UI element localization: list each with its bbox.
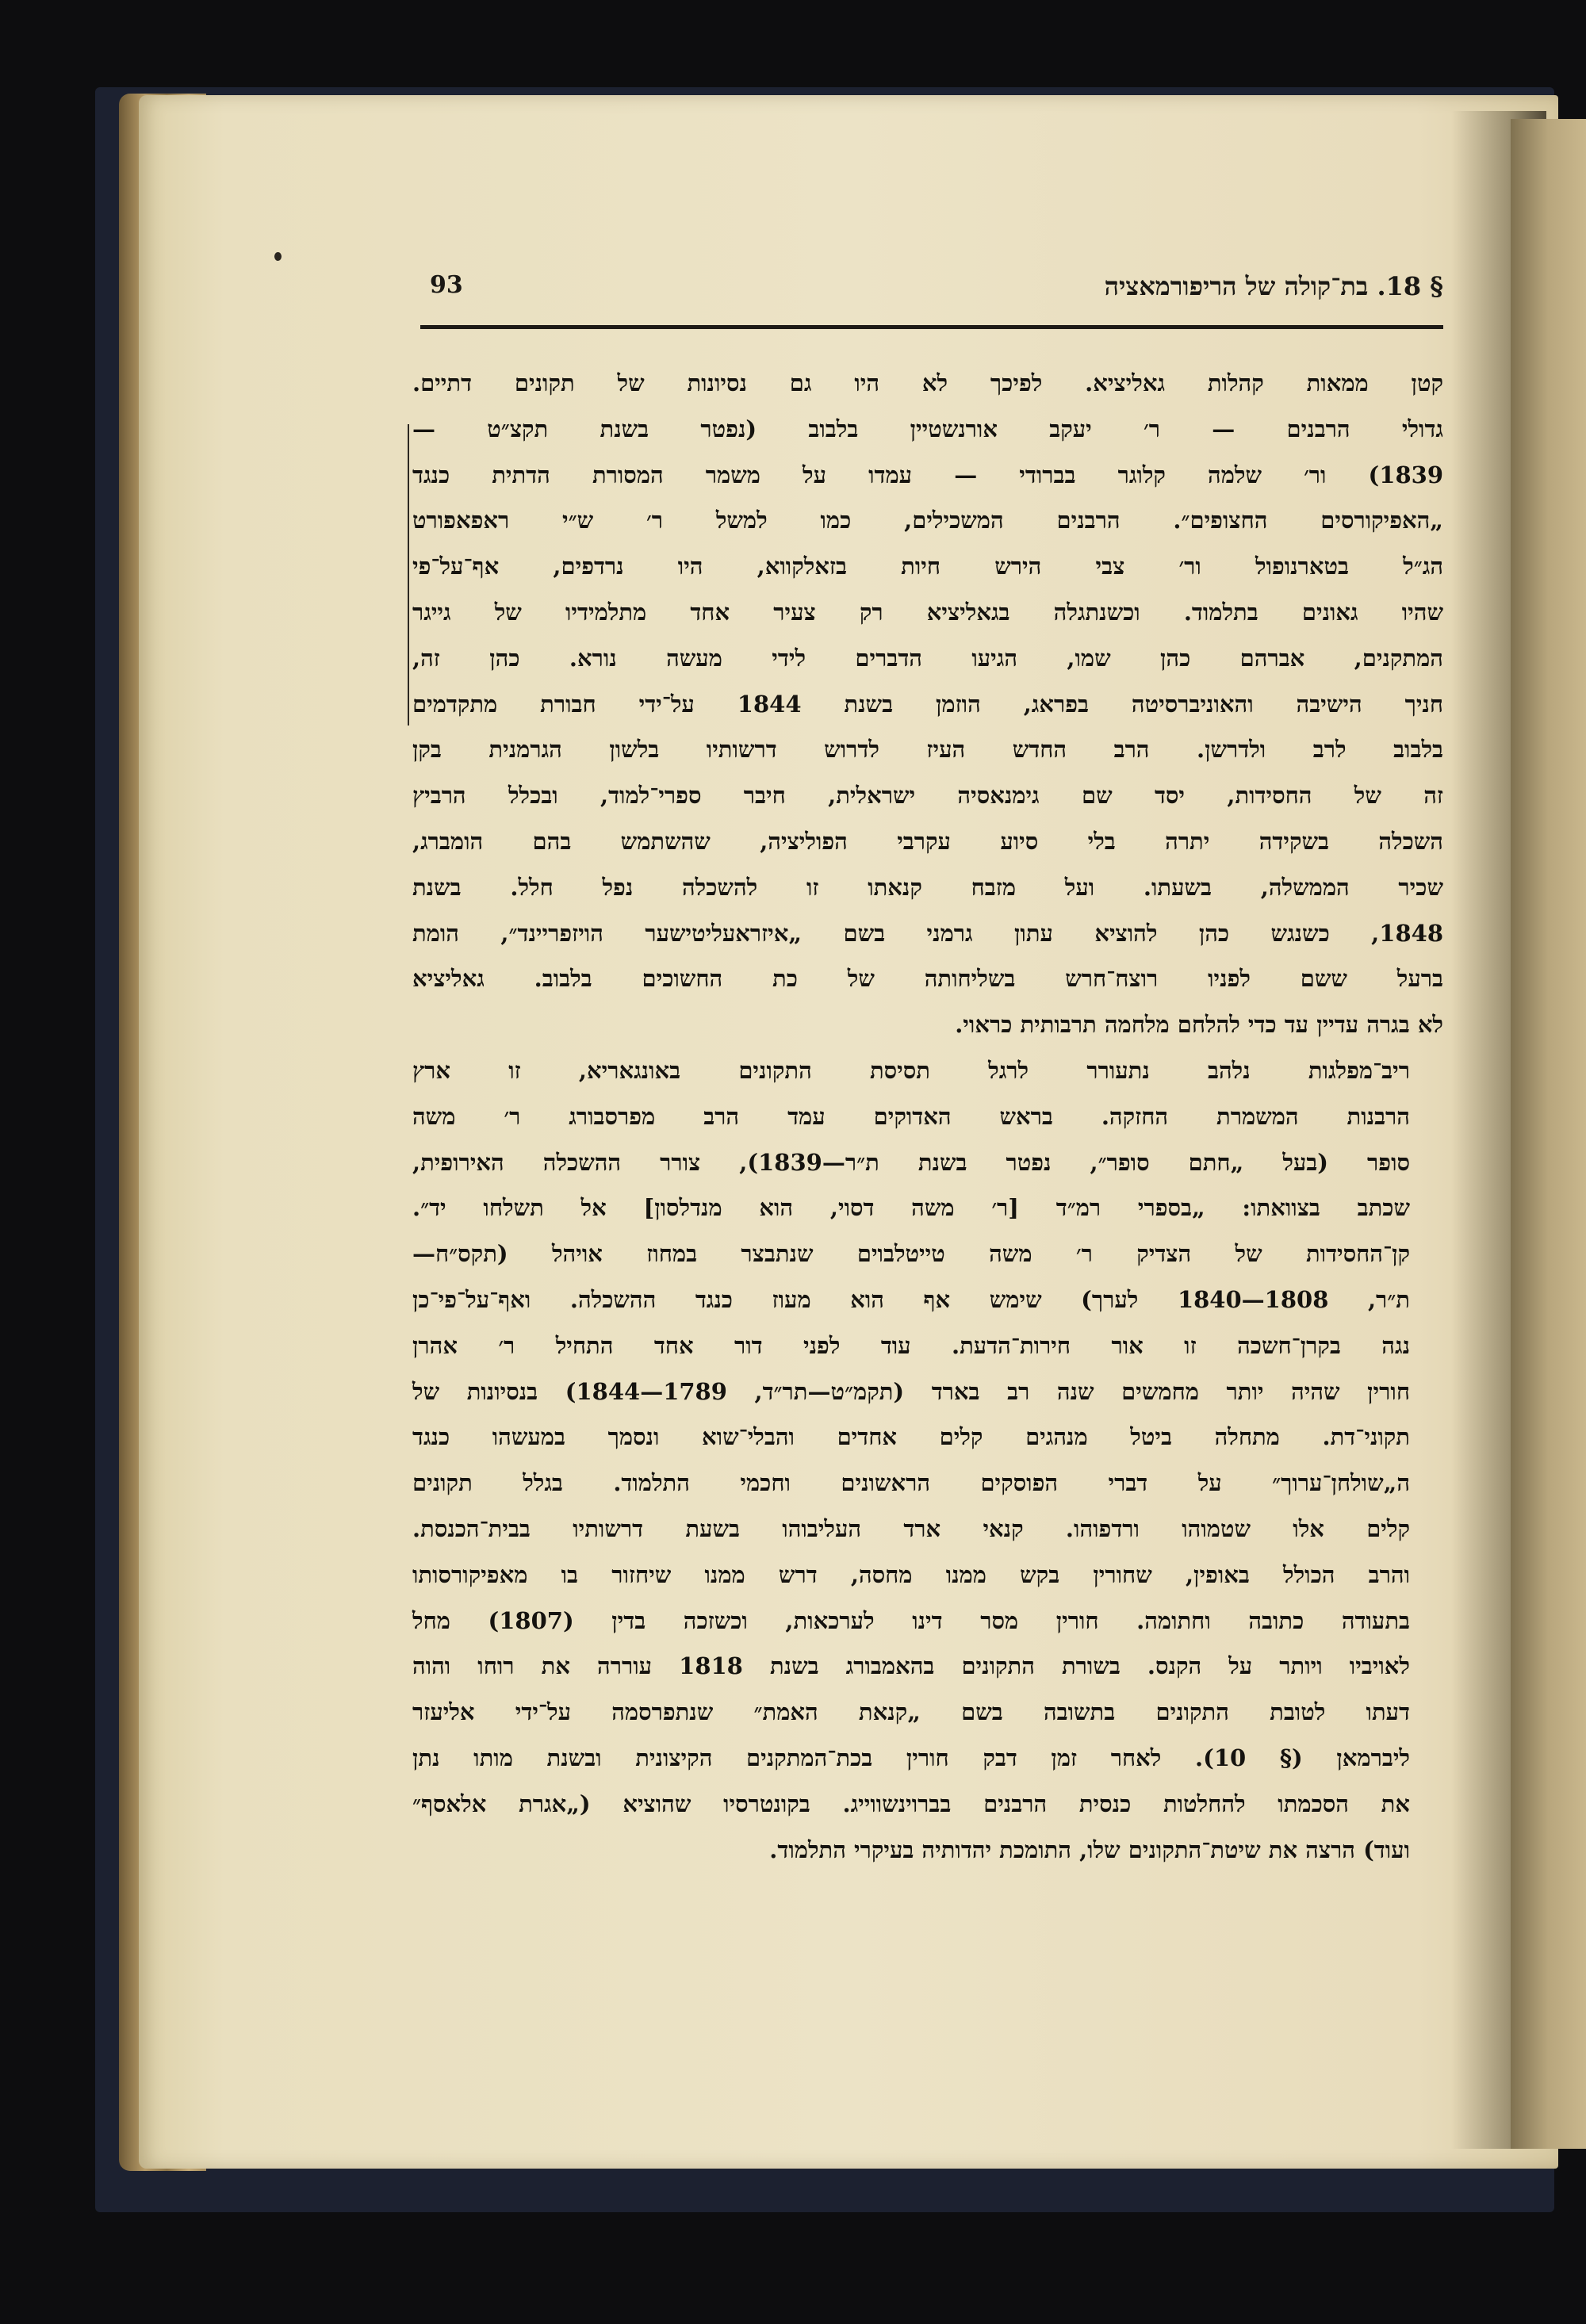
text-line: את הסכמתו להחלטות כנסית הרבנים בברוינשווייג. בקונטרסיו שהוציא („אגרת אלאסף״: [412, 1790, 1410, 1817]
text-line: המתקנים, אברהם כהן שמו, הגיעו הדברים לידי מעשה נורא. כהן זה,: [412, 644, 1443, 672]
text-line: הג״ל בטארנופול ור׳ צבי הירש חיות בזאלקווא, היו נרדפים, אף־על־פי: [412, 553, 1443, 580]
text-line: 1839) ור׳ שלמה קלוגר בברודי — עמדו על משמר המסורת הדתית כנגד: [412, 461, 1443, 488]
text-line: דעתו לטובת התקונים בתשובה בשם „קנאת האמת״ שנתפרסמה על־ידי אליעזר: [412, 1698, 1410, 1726]
header-rule: [420, 325, 1443, 329]
text-line: „האפיקורסים החצופים״. הרבנים המשכילים, כמו למשל ר׳ ש״י ראפאפורט: [412, 507, 1443, 534]
body-text: [412, 361, 1443, 1873]
text-line: קלים אלו שטמוהו ורדפוהו. קנאי ארד העליבוהו בשעת דרשותיו בבית־הכנסת.: [412, 1514, 1410, 1542]
text-line: השכלה בשקידה יתרה בלי סיוע עקרבי הפוליציה, שהשתמש בהם הומברג,: [412, 827, 1443, 855]
text-line: בתעודה כתובה וחתומה. חורין מסר דינו לערכאות, וכשזכה בדין (1807) מחל: [412, 1606, 1410, 1634]
text-line: חניך הישיבה והאוניברסיטה בפראג, הוזמן בשנת 1844 על־ידי חבורת מתקדמים: [412, 690, 1444, 718]
text-line: לא בגרה עדיין עד כדי להלחם מלחמה תרבותית כראוי.: [955, 1011, 1443, 1039]
text-line: סופר (בעל „חתם סופר״, נפטר בשנת ת״ר—1839), צורר ההשכלה האירופית,: [412, 1148, 1410, 1176]
text-line: שכתב בצוואתו: „בספרי רמ״ד [ר׳ משה דסוי, הוא מנדלסון] אל תשלחו יד״.: [412, 1194, 1410, 1222]
text-line: תקוני־דת. מתחלה ביטל מנהגים קלים אחדים והבלי־שוא ונסמך במעשהו כנגד: [412, 1423, 1410, 1451]
text-line: קטן ממאות קהלות גאליציא. לפיכך לא היו גם נסיונות של תקונים דתיים.: [412, 369, 1443, 396]
text-line: לאויביו ויותר על הקנס. בשורת התקונים בהאמבורג בשנת 1818 עוררה את רוחו והוה: [412, 1652, 1410, 1680]
text-line: והרב הכולל באופין, שחורין בקש ממנו מחסה, דרש ממנו שיחזור בו מאפיקורסותו: [412, 1560, 1410, 1588]
text-line: חורין שהיה יותר מחמשים שנה רב בארד (תקמ״ט—תר״ד, 1789—1844) בנסיונות של: [412, 1377, 1410, 1405]
paragraph: [412, 361, 1443, 1048]
text-line: הרבנות המשמרת החזקה. בראש האדוקים עמד הרב מפרסבורג ר׳ משה: [412, 1102, 1410, 1130]
page-number: 93: [430, 271, 463, 299]
page-header: [412, 271, 1443, 319]
text-line: ת״ר, 1808—1840 לערך) שימש אף הוא מעוז כנגד ההשכלה. ואף־על־פי־כן: [412, 1285, 1410, 1313]
ink-dot: [274, 252, 282, 261]
text-line: שהיו גאונים בתלמוד. וכשנתגלה בגאליציא רק צעיר אחד מתלמידיו של גייגר: [412, 598, 1443, 626]
text-line: ברעל ששם לפניו רוצח־חרש בשליחותה של כת החשוכים בלבוב. גאליציא: [412, 965, 1443, 993]
facing-page-edge: [1511, 119, 1586, 2149]
text-line: 1848, כשנגש כהן להוציא עתון גרמני בשם „איזראעליטישער הויזפריינד״, הומת: [412, 919, 1443, 947]
text-line: גדולי הרבנים — ר׳ יעקב אורנשטיין בלבוב (נפטר בשנת תקצ״ט —: [412, 415, 1443, 442]
text-line: בלבוב לרב ולדרשן. הרב החדש העיז לדרוש דרשותיו בלשון הגרמנית בקן: [412, 736, 1443, 764]
text-line: שכיר הממשלה, בשעתו. ועל מזבח קנאתו זו להשכלה נפל חלל. בשנת: [412, 873, 1443, 901]
paragraph: [412, 1048, 1443, 1873]
running-head: § 18. בת־קולה של הריפורמאציה: [1104, 271, 1443, 301]
text-line: קן־החסידות של הצדיק ר׳ משה טייטלבוים שנתבצר במחוז אויהל (תקס״ח—: [412, 1240, 1410, 1268]
text-line: ליברמאן (§ 10). לאחר זמן דבק חורין בכת־המתקנים הקיצונית ובשנת מותו נתן: [412, 1744, 1410, 1771]
text-line: נגה בקרן־חשכה זו אור חירות־הדעת. עוד לפני דור אחד התחיל ר׳ אהרן: [412, 1331, 1410, 1359]
margin-mark: [408, 424, 409, 726]
text-line: ה„שולחן־ערוך״ על דברי הפוסקים הראשונים וחכמי התלמוד. בגלל תקונים: [412, 1469, 1410, 1497]
text-line: ריב־מפלגות נלהב נתעורר לרגל תסיסת התקונים באונגאריא, זו ארץ: [412, 1056, 1410, 1084]
text-line: ועוד) הרצה את שיטת־התקונים שלו, התומכת יהדותיה בעיקרי התלמוד.: [769, 1836, 1410, 1863]
text-line: זה של החסידות, יסד שם גימנאסיה ישראלית, חיבר ספרי־למוד, ובכלל הרביץ: [412, 782, 1443, 810]
